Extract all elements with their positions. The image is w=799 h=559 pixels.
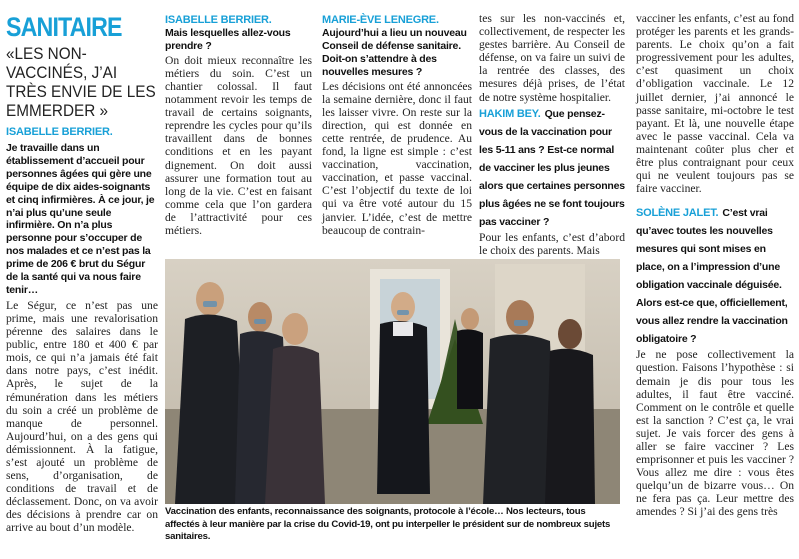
column-5 [636,0,794,519]
speaker-name: MARIE-ÈVE LENEGRE. [322,14,439,26]
reader-question: Aujourd’hui a lieu un nouveau Conseil de défense sanitaire. Doit-on s’attendre à des nouvelles mesures ? [322,27,467,78]
president-answer: Le Ségur, ce n’est pas une prime, mais une revalorisation pérenne des salaires dans le public, entre 180 et 400 € par mois, ce qui n’a jamais été fait dans notre pays, c’est inédit. Après, le sujet de la rémunération dans les métiers du soin a créé un problème de manque de personnel. Aujourd’hui, on a des gens qui démissionnent. À la fatigue, s’est ajouté un problème de sens, d’organisation, de conditions de travail et de déclassement. Donc, on va avoir des décisions à prendre car on arrive au bout d’un modèle. [6,298,158,535]
president-answer: Pour les enfants, c’est d’abord le choix des parents. Mais [479,230,625,257]
president-answer: Je ne pose collectivement la question. Faisons l’hypothèse : si demain je dis pour tous les adultes, il faut être vacciné. Comment on le contrôle et quelle est la sanction ? C’est ça, le vrai sujet. Je vais forcer des gens à aller se faire vacciner ? Les emprisonner et puis les vacciner ? Vous allez me dire : vous êtes quelqu’un de bizarre vous… On ne fera pas ça. Leur mettre des amendes ? Si j’ai des gens très [636,348,794,519]
reader-question: Je travaille dans un établissement d’accueil pour personnes âgées qui gère une équipe de dix aides-soignants et cinq infirmières. À ce jour, je n’ai plus qu’une seule infirmière. On n’a plus personne pour s’occuper de nos malades et ce n’est pas la prime de 206 € brut du Ségur de la santé qui va nous faire tenir… [6,142,155,296]
photo-caption: Vaccination des enfants, reconnaissance des soignants, protocole à l’école… Nos lecteurs, tous affectés à leur manière par la crise du Covid-19, ont pu interpeller le président sur de nombreux sujets sanitaires. [165,506,611,542]
reader-question: Mais lesquelles allez-vous prendre ? [165,27,291,52]
speaker-name: ISABELLE BERRIER. [6,126,113,138]
president-answer: vacciner les enfants, c’est au fond protéger les parents et les grands-parents. Le choix qu’on a fait progressivement pour les adultes, c’est quasiment un choix d’obligation vaccinale. Le 12 juillet dernier, j’ai annoncé le passe sanitaire, mi-octobre le test payant. Et là, une nouvelle étape avec le passe vaccinal. Cela va maintenant coûter plus cher et être plus contraignant pour ceux qui ne veulent toujours pas se faire vacciner. [636,12,794,196]
president-answer: tes sur les non-vaccinés et, collectivement, de respecter les gestes barrière. Au Conseil de défense, on va faire un suivi de la rentrée des classes, des mesures déjà prises, de l’état de notre système hospitalier. [479,12,625,104]
column-1 [6,0,158,535]
column-3 [322,0,472,237]
reader-question: Que pensez-vous de la vaccination pour les 5-11 ans ? Est-ce normal de vacciner les plus jeunes alors que certaines personnes plus âgées ne se font toujours pas vacciner ? [479,107,625,228]
event-photo [165,259,620,504]
speaker-name: HAKIM BEY. [479,107,541,120]
speaker-name: ISABELLE BERRIER. [165,14,272,26]
president-answer: On doit mieux reconnaître les métiers du soin. C’est un chantier colossal. Il faut notamment revoir les temps de travail de certains soignants, reprendre les cycles pour qu’ils travaillent dans de bonnes conditions et en les payant dignement. On doit aussi assurer une formation tout au long de la vie. C’est en faisant comme cela que l’on gardera de l’attractivité pour ces métiers. [165,53,312,238]
photo-illustration [165,259,620,504]
column-2 [165,0,312,237]
column-4 [479,0,625,257]
section-label: SANITAIRE [6,12,122,42]
headline-quote: «LES NON-VACCINÉS, J’AI TRÈS ENVIE DE LES EMMERDER » [6,44,156,120]
president-answer: Les décisions ont été annoncées la semaine dernière, donc il faut les laisser vivre. On reste sur la direction, qui est donnée en cette rentrée, de prudence. Au fond, la ligne est simple : c’est vaccination, vaccination, vaccination, et passe vaccinal. C’est l’objectif du texte de loi qui va être voté autour du 15 janvier. L’idée, c’est de mettre beaucoup de contrain- [322,79,472,237]
reader-question: C’est vrai qu’avec toutes les nouvelles mesures qui sont mises en place, on a l’impression d’une obligation vaccinale déguisée. Alors est-ce que, officiellement, vous allez rendre la vaccination obligatoire ? [636,207,788,346]
speaker-name: SOLÈNE JALET. [636,207,719,220]
